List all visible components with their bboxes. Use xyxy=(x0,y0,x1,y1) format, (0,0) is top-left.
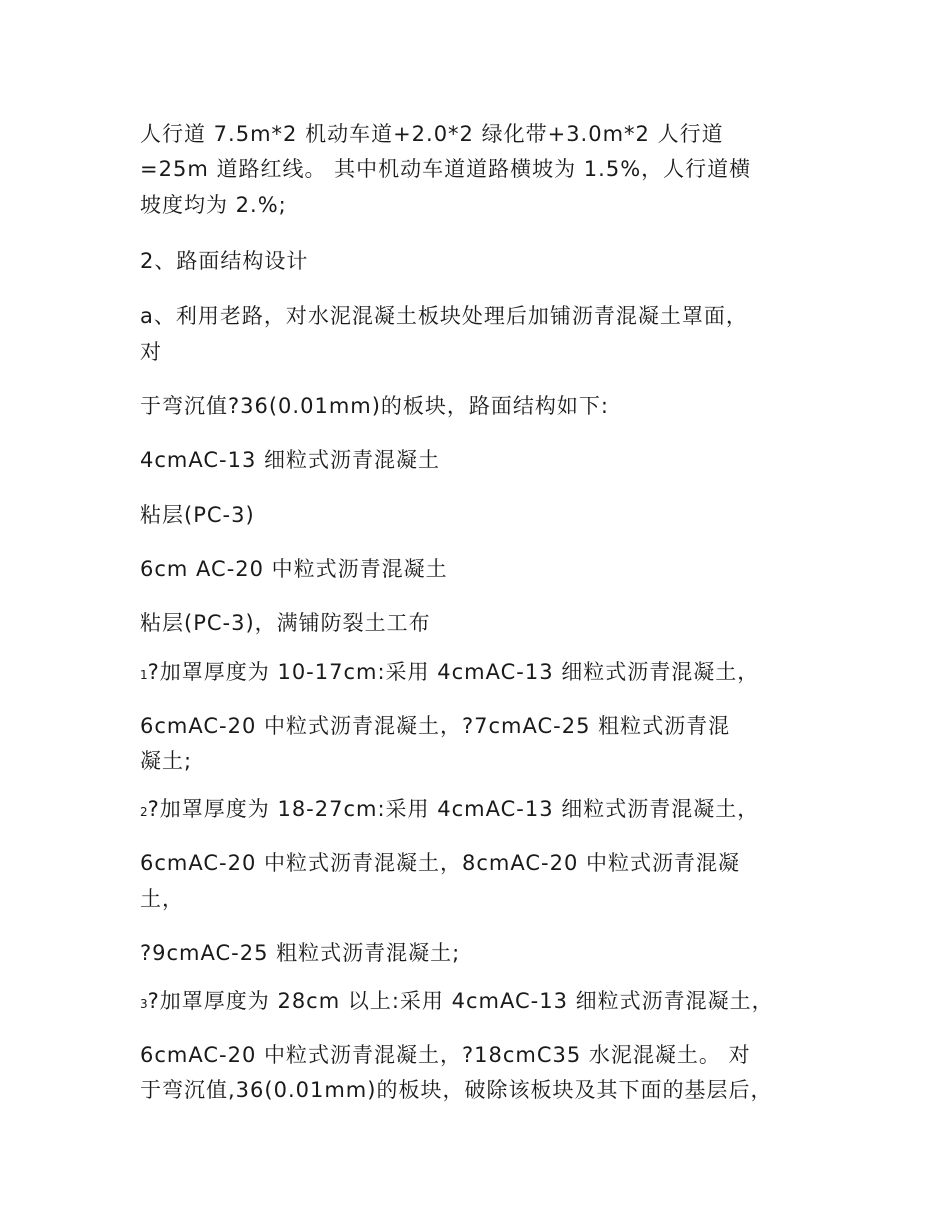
text-line: 凝土; xyxy=(140,749,193,773)
text-line: =25m 道路红线。 其中机动车道道路横坡为 1.5%，人行道横 xyxy=(140,157,752,181)
text-line: 粘层(PC-3) xyxy=(140,503,255,527)
text-line: 人行道 7.5m*2 机动车道+2.0*2 绿化带+3.0m*2 人行道 xyxy=(140,122,724,146)
text-line: ?9cmAC-25 粗粒式沥青混凝土; xyxy=(140,941,461,965)
text-line: a、利用老路，对水泥混凝土板块处理后加铺沥青混凝土罩面， xyxy=(140,304,748,328)
list-item xyxy=(140,792,759,829)
text-line: 坡度均为 2.%; xyxy=(140,193,287,217)
text-line: 土， xyxy=(140,887,184,911)
item-marker: 1 xyxy=(140,668,148,682)
item-marker: 3 xyxy=(140,997,148,1011)
text-line: 于弯沉值?36(0.01mm)的板块，路面结构如下: xyxy=(140,394,609,418)
item-marker: 2 xyxy=(140,805,148,819)
item-text: ?加罩厚度为 18-27cm:采用 4cmAC-13 细粒式沥青混凝土， xyxy=(147,797,760,821)
item-text: ?加罩厚度为 10-17cm:采用 4cmAC-13 细粒式沥青混凝土， xyxy=(147,660,760,684)
text-line: 6cmAC-20 中粒式沥青混凝土，8cmAC-20 中粒式沥青混凝 xyxy=(140,851,740,875)
text-line: 6cmAC-20 中粒式沥青混凝土，?7cmAC-25 粗粒式沥青混 xyxy=(140,714,731,738)
list-item xyxy=(140,655,759,692)
list-item xyxy=(140,984,774,1021)
section-heading: 2、路面结构设计 xyxy=(140,249,309,273)
text-line: 对 xyxy=(140,340,162,364)
text-line: 6cmAC-20 中粒式沥青混凝土，?18cmC35 水泥混凝土。 对 xyxy=(140,1043,751,1067)
text-line: 6cm AC-20 中粒式沥青混凝土 xyxy=(140,557,448,581)
text-line: 粘层(PC-3)，满铺防裂土工布 xyxy=(140,611,431,635)
text-line: 4cmAC-13 细粒式沥青混凝土 xyxy=(140,448,440,472)
item-text: ?加罩厚度为 28cm 以上:采用 4cmAC-13 细粒式沥青混凝土， xyxy=(147,989,774,1013)
text-line: 于弯沉值,36(0.01mm)的板块，破除该板块及其下面的基层后， xyxy=(140,1078,773,1102)
